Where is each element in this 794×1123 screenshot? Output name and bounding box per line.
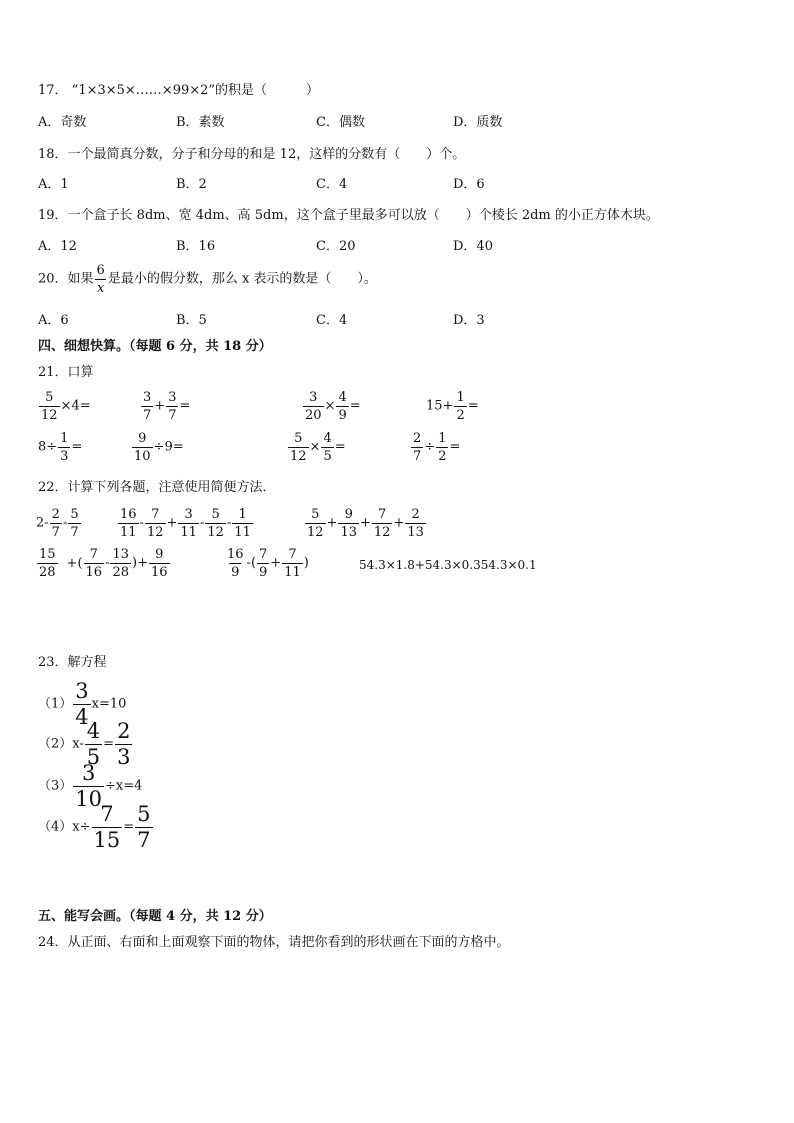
q23-title: 23．解方程 <box>38 655 107 670</box>
q21-expr-1: $\frac{5}{12}$ ×4= <box>41 390 91 423</box>
q22-problem-5: $\frac{16}{9}$ -( $\frac{7}{9}$ + $\frac{7}{11}$ ) <box>227 547 309 580</box>
q21-expr-7: $\frac{5}{12}$ × $\frac{4}{5}$ = <box>290 431 346 464</box>
q20-fraction: $\frac{6}{x}$ <box>96 263 105 296</box>
q20-option-b: B．5 <box>176 313 207 328</box>
q17-option-d: D．质数 <box>453 115 503 130</box>
q19-option-b: B．16 <box>176 239 216 254</box>
q20-suffix: 是最小的假分数，那么 x 表示的数是（ ）。 <box>107 271 377 287</box>
q23-equation-2: （2）x- $\frac{4}{5}$ = $\frac{2}{3}$ <box>38 719 131 769</box>
q19-option-d: D．40 <box>453 239 493 254</box>
q18-option-d: D．6 <box>453 177 485 192</box>
q20-prefix: 20．如果 <box>38 271 94 287</box>
q20-option-d: D．3 <box>453 313 485 328</box>
q21-expr-8: $\frac{2}{7}$ ÷ $\frac{1}{2}$ = <box>413 431 461 464</box>
section-5-title: 五、能写会画。（每题 4 分，共 12 分） <box>38 909 272 924</box>
q21-expr-5: 8÷ $\frac{1}{3}$ = <box>38 431 83 464</box>
q24-stem: 24．从正面、右面和上面观察下面的物体，请把你看到的形状画在下面的方格中。 <box>38 935 510 950</box>
q18-stem: 18．一个最简真分数，分子和分母的和是 12，这样的分数有（ ）个。 <box>38 147 466 162</box>
q21-title: 21．口算 <box>38 365 94 380</box>
q18-option-b: B．2 <box>176 177 207 192</box>
q20-stem <box>38 264 377 295</box>
q17-option-b: B．素数 <box>176 115 225 130</box>
q22-problem-3: $\frac{5}{12}$ + $\frac{9}{13}$ + $\frac{7}{12}$ + $\frac{2}{13}$ <box>307 507 424 540</box>
q23-equation-1: （1） $\frac{3}{4}$ x=10 <box>38 679 127 729</box>
q23-equation-4: （4）x÷ $\frac{7}{15}$ = $\frac{5}{7}$ <box>38 802 151 852</box>
q22-title: 22．计算下列各题，注意使用简便方法． <box>38 480 276 495</box>
q22-problem-4: $\frac{15}{28}$ +( $\frac{7}{16}$ - $\frac{13}{28}$ )+ $\frac{9}{16}$ <box>39 547 168 580</box>
q21-expr-4: 15+ $\frac{1}{2}$ = <box>426 390 479 423</box>
q19-stem: 19．一个盒子长 8dm、宽 4dm、高 5dm，这个盒子里最多可以放（ ）个棱长 2dm 的小正方体木块。 <box>38 208 659 223</box>
q21-expr-3: $\frac{3}{20}$ × $\frac{4}{9}$ = <box>305 390 361 423</box>
q23-equation-3: （3） $\frac{3}{10}$ ÷x=4 <box>38 761 143 811</box>
q18-option-a: A．1 <box>38 177 69 192</box>
q20-option-c: C．4 <box>316 313 348 328</box>
q19-option-c: C．20 <box>316 239 356 254</box>
q17-option-c: C．偶数 <box>316 115 365 130</box>
q17-option-a: A．奇数 <box>38 115 87 130</box>
q22-problem-2: $\frac{16}{11}$ - $\frac{7}{12}$ + $\frac{3}{11}$ - $\frac{5}{12}$ - $\frac{1}{11}$ <box>120 507 251 540</box>
q18-option-c: C．4 <box>316 177 348 192</box>
q20-option-a: A．6 <box>38 313 69 328</box>
section-4-title: 四、细想快算。（每题 6 分，共 18 分） <box>38 339 272 354</box>
q17-stem: 17． “1×3×5×……×99×2”的积是（ ） <box>38 83 320 98</box>
q22-problem-6: 54.3×1.8+54.3×0.354.3×0.1 <box>359 558 537 572</box>
q21-expr-6: $\frac{9}{10}$ ÷9= <box>134 431 184 464</box>
q21-expr-2: $\frac{3}{7}$ + $\frac{3}{7}$ = <box>143 390 191 423</box>
q19-option-a: A．12 <box>38 239 77 254</box>
q22-problem-1: 2- $\frac{2}{7}$ - $\frac{5}{7}$ <box>36 507 79 540</box>
